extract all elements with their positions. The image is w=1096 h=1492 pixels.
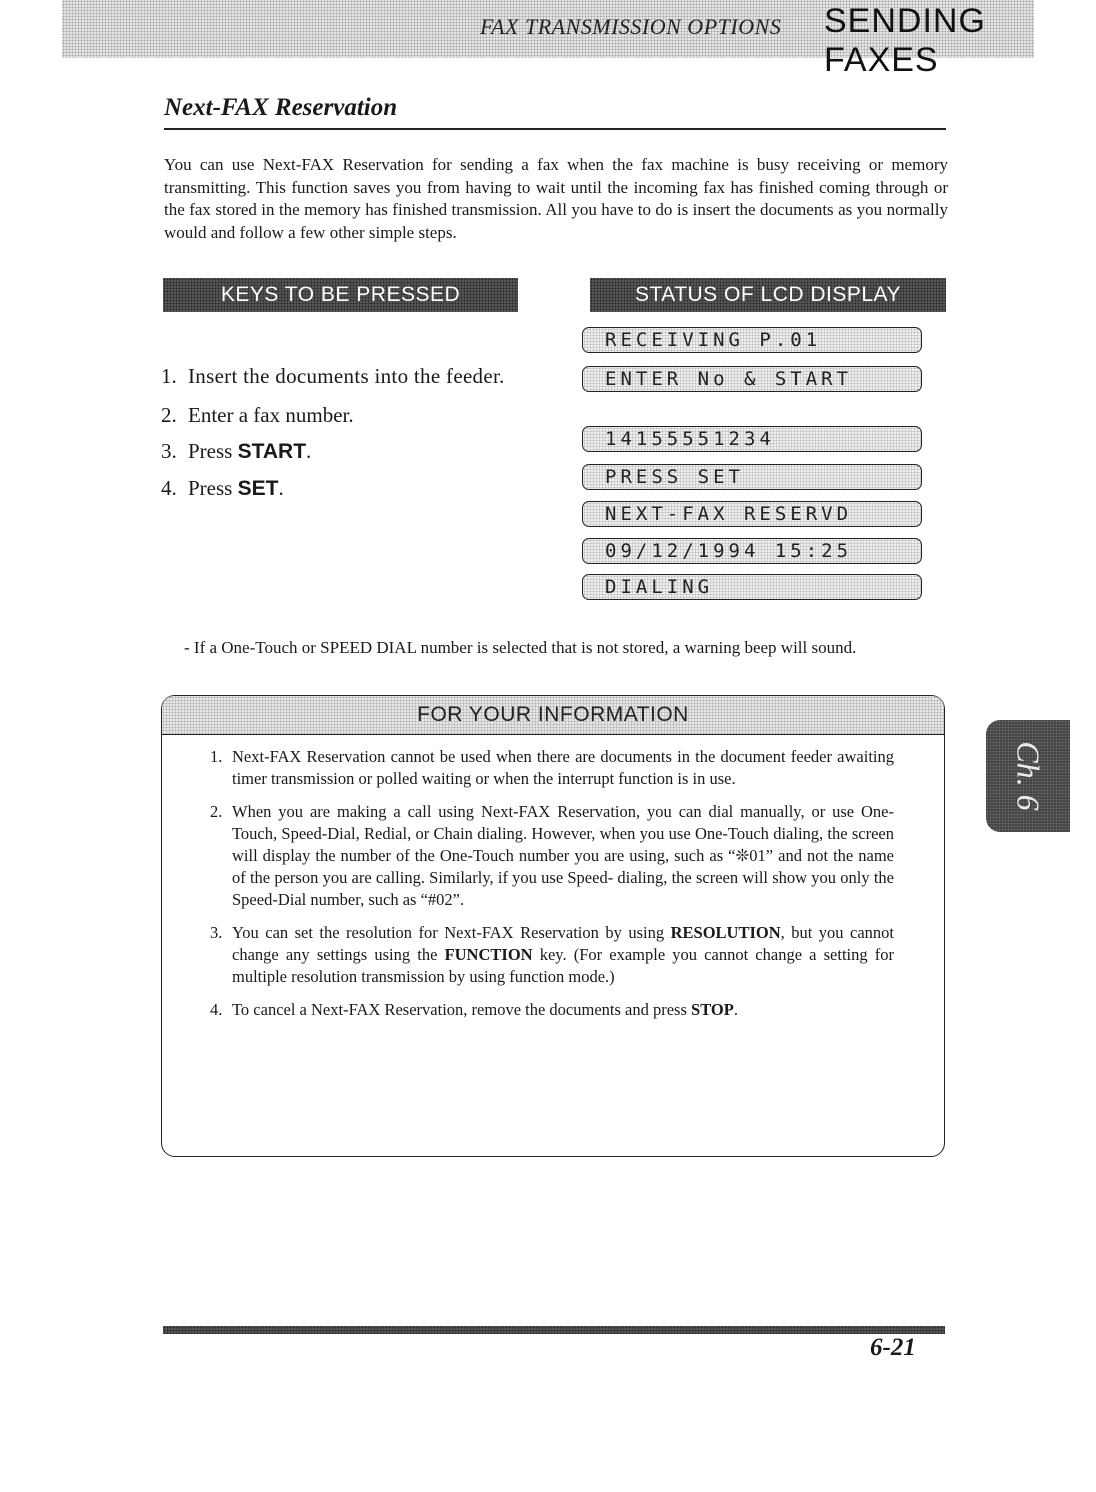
step-period: . xyxy=(306,439,312,463)
fyi-text-part: You can set the resolution for Next-FAX Reservation by using xyxy=(232,923,671,942)
step-text: Insert the documents into the feeder. xyxy=(188,364,505,388)
fyi-number: 2. xyxy=(210,802,223,821)
fyi-list xyxy=(210,746,894,1032)
step-text: Press xyxy=(188,439,238,463)
step-number: 2. xyxy=(161,403,177,427)
step-item xyxy=(161,476,521,501)
lcd-screen: 09/12/1994 15:25 xyxy=(582,538,922,564)
footer-bar xyxy=(163,1326,945,1334)
fyi-text-part: key. (For example you cannot change a setting for multiple resolution transmission by using function mode.) xyxy=(232,945,894,986)
fyi-text: Next-FAX Reservation cannot be used when there are documents in the document feeder awaiting timer transmission or polled waiting or when the interrupt function is in use. xyxy=(232,747,894,788)
fyi-text: When you are making a call using Next-FAX Reservation, you can dial manually, or use One-Touch, Speed-Dial, Redial, or Chain dialing. However, when you use One-Touch dialing, the screen will display the number of the One-Touch number you are using, such as “❊01” and not the name of the person you are calling. Similarly, if you use Speed- dialing, the screen will show you only the Speed-Dial number, such as “#02”. xyxy=(232,802,894,909)
lcd-banner: STATUS OF LCD DISPLAY xyxy=(590,278,946,312)
steps-list xyxy=(161,360,521,501)
step-item xyxy=(161,439,521,464)
chapter-tab-label: Ch. 6 xyxy=(1010,741,1047,811)
title-rule xyxy=(164,128,946,130)
step-period: . xyxy=(278,476,284,500)
keys-banner: KEYS TO BE PRESSED xyxy=(163,278,518,312)
step-text-wrapper xyxy=(188,476,521,501)
lcd-screen: PRESS SET xyxy=(582,464,922,490)
header-section-title: FAX TRANSMISSION OPTIONS xyxy=(480,14,782,39)
fyi-item xyxy=(210,922,894,988)
warning-note: - If a One-Touch or SPEED DIAL number is selected that is not stored, a warning beep will sound. xyxy=(184,638,857,657)
lcd-screen: RECEIVING P.01 xyxy=(582,327,922,353)
fyi-text-part: To cancel a Next-FAX Reservation, remove the documents and press xyxy=(232,1000,692,1019)
fyi-item xyxy=(210,746,894,790)
fyi-title: FOR YOUR INFORMATION xyxy=(162,696,944,735)
fyi-text-part: . xyxy=(733,1000,738,1019)
start-key-label: START xyxy=(237,440,307,463)
fyi-text xyxy=(232,922,894,988)
intro-paragraph: You can use Next-FAX Reservation for sending a fax when the fax machine is busy receiving or memory transmitting. This function saves you from having to wait until the incoming fax has finished coming through or the fax stored in the memory has finished transmission. All you have to do is insert the documents as you normally would and follow a few other simple steps. xyxy=(164,155,948,242)
step-number: 4. xyxy=(161,476,177,500)
lcd-screen: ENTER No & START xyxy=(582,366,922,392)
chapter-tab xyxy=(986,720,1070,832)
function-key-label: FUNCTION xyxy=(444,945,533,964)
header-band xyxy=(62,0,1034,79)
stop-key-label: STOP xyxy=(691,1000,734,1019)
fyi-box xyxy=(161,695,945,1157)
fyi-text-part: , but you cannot change any settings using the xyxy=(232,923,895,964)
step-text: Press xyxy=(188,476,238,500)
fyi-item xyxy=(210,801,894,911)
step-text-wrapper xyxy=(188,439,521,464)
lcd-screen: NEXT-FAX RESERVD xyxy=(582,501,922,527)
step-number: 1. xyxy=(161,364,177,388)
fyi-number: 3. xyxy=(210,923,223,942)
step-item xyxy=(161,403,521,427)
fyi-text xyxy=(232,999,894,1021)
step-number: 3. xyxy=(161,439,177,463)
lcd-screen: 14155551234 xyxy=(582,426,922,452)
fyi-number: 1. xyxy=(210,747,223,766)
fyi-item xyxy=(210,999,894,1021)
header-chapter-title: SENDING FAXES xyxy=(824,2,986,79)
page-title: Next-FAX Reservation xyxy=(164,94,398,121)
fyi-number: 4. xyxy=(210,1000,223,1019)
resolution-key-label: RESOLUTION xyxy=(670,923,781,942)
lcd-screen: DIALING xyxy=(582,574,922,600)
page-number: 6-21 xyxy=(870,1334,916,1361)
step-text: Enter a fax number. xyxy=(188,403,354,427)
step-item xyxy=(161,364,521,388)
set-key-label: SET xyxy=(237,477,279,500)
